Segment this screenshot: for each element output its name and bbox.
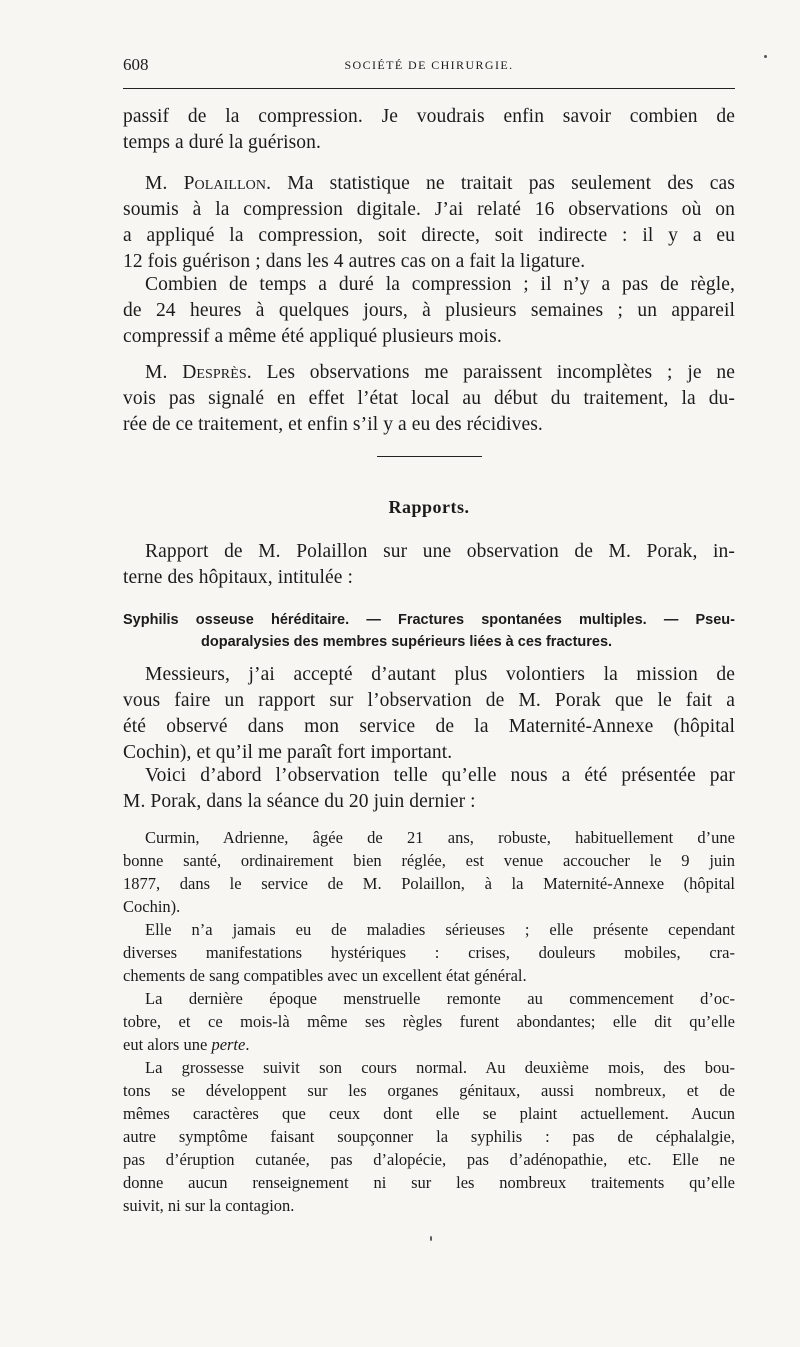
observation-paragraph-3: [123, 987, 735, 1056]
text-line: La dernière époque menstruelle remonte au commencement d’oc-: [145, 989, 735, 1008]
speaker-name: M. Desprès.: [145, 362, 252, 383]
paragraph-compression-duration: [123, 272, 735, 350]
text-line: Messieurs, j’ai accepté d’autant plus volontiers la mission de: [145, 664, 735, 685]
text-line: diverses manifestations hystériques : crises, douleurs mobiles, cra-: [123, 943, 735, 962]
section-heading: Rapports.: [388, 497, 470, 517]
page-header: [123, 55, 735, 79]
text-line: vous faire un rapport sur l’observation de M. Porak que le fait a: [123, 690, 735, 711]
speaker-name: M. Polaillon.: [145, 173, 272, 194]
text-line: soumis à la compression digitale. J’ai relaté 16 observations où on: [123, 199, 735, 220]
text-line: La grossesse suivit son cours normal. Au deuxième mois, des bou-: [145, 1058, 735, 1077]
text-line: autre symptôme faisant soupçonner la syphilis : pas de céphalalgie,: [123, 1127, 735, 1146]
text-line: a appliqué la compression, soit directe, soit indirecte : il y a eu: [123, 225, 735, 246]
observation-paragraph-4: [123, 1056, 735, 1217]
observation-paragraph-1: [123, 826, 735, 918]
text-line: Elle n’a jamais eu de maladies sérieuses ; elle présente cependant: [145, 920, 735, 939]
text-line: temps a duré la guérison.: [123, 132, 321, 153]
speck-mark: [764, 55, 767, 58]
text-line: pas d’éruption cutanée, pas d’alopécie, pas d’adénopathie, etc. Elle ne: [123, 1150, 735, 1169]
running-head: SOCIÉTÉ DE CHIRURGIE.: [344, 58, 514, 72]
text-line: M. Desprès. Les observations me paraissent incomplètes ; je ne: [145, 362, 735, 383]
paragraph-despres-remark: [123, 360, 735, 438]
paragraph-report-intro: [123, 539, 735, 591]
observation-paragraph-2: [123, 918, 735, 987]
text-line: mêmes caractères que ceux dont elle se plaint actuellement. Aucun: [123, 1104, 735, 1123]
text-line: chements de sang compatibles avec un excellent état général.: [123, 966, 527, 985]
section-divider: [377, 456, 482, 457]
text-line: été observé dans mon service de la Maternité-Annexe (hôpital: [123, 716, 735, 737]
paragraph-voici: [123, 763, 735, 815]
text-line: donne aucun renseignement ni sur les nombreux traitements qu’elle: [123, 1173, 735, 1192]
text-line: tobre, et ce mois-là même ses règles furent abondantes; elle dit qu’elle: [123, 1012, 735, 1031]
paragraph-question-end: [123, 104, 735, 156]
text-line: compressif a même été appliqué plusieurs mois.: [123, 326, 502, 347]
text-line: suivit, ni sur la contagion.: [123, 1196, 295, 1215]
header-rule: [123, 88, 735, 89]
paragraph-messieurs: [123, 662, 735, 766]
text-line: bonne santé, ordinairement bien réglée, est venue accoucher le 9 juin: [123, 851, 735, 870]
text-line: vois pas signalé en effet l’état local au début du traitement, la du-: [123, 388, 735, 409]
text-line: Voici d’abord l’observation telle qu’elle nous a été présentée par: [145, 765, 735, 786]
text-line: passif de la compression. Je voudrais enfin savoir combien de: [123, 106, 735, 127]
paragraph-polaillon-reply: [123, 171, 735, 275]
text-line: eut alors une perte.: [123, 1035, 250, 1054]
title-line: doparalysies des membres supérieurs liées à ces fractures.: [201, 634, 613, 650]
text-line: 12 fois guérison ; dans les 4 autres cas on a fait la ligature.: [123, 251, 586, 272]
text-line: M. Porak, dans la séance du 20 juin dernier :: [123, 791, 476, 812]
text-line: Cochin), et qu’il me paraît fort important.: [123, 742, 453, 763]
text-line: Combien de temps a duré la compression ; il n’y a pas de règle,: [145, 274, 735, 295]
text-line: tons se développent sur les organes génitaux, aussi nombreux, et de: [123, 1081, 735, 1100]
text-line: 1877, dans le service de M. Polaillon, à la Maternité-Annexe (hôpital: [123, 874, 735, 893]
page-number: 608: [123, 55, 149, 74]
title-line: Syphilis osseuse héréditaire. — Fractures spontanées multiples. — Pseu-: [123, 612, 735, 628]
text-line: rée de ce traitement, et enfin s’il y a eu des récidives.: [123, 414, 543, 435]
italic-word: perte: [211, 1035, 246, 1054]
text-line: M. Polaillon. Ma statistique ne traitait pas seulement des cas: [145, 173, 735, 194]
text-line: de 24 heures à quelques jours, à plusieurs semaines ; un appareil: [123, 300, 735, 321]
text-line: Cochin).: [123, 897, 181, 916]
observation-title: [123, 609, 735, 653]
text-line: terne des hôpitaux, intitulée :: [123, 567, 353, 588]
text-line: Curmin, Adrienne, âgée de 21 ans, robuste, habituellement d’une: [145, 828, 735, 847]
text-line: Rapport de M. Polaillon sur une observation de M. Porak, in-: [145, 541, 735, 562]
speck-mark: [430, 1236, 432, 1241]
